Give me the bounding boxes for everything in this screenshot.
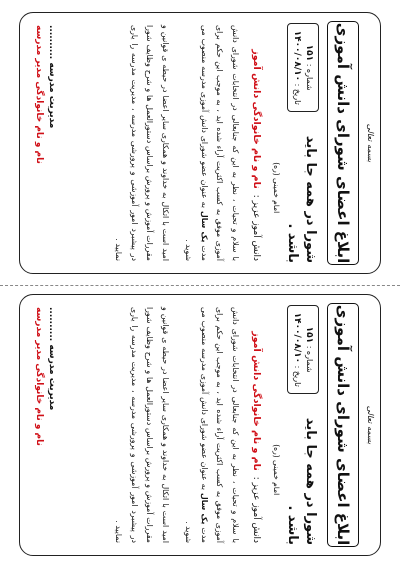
paragraph-1-text: با سلام و تحیات ، نظر به این که جنابعالی در انتخابات شورای دانش آموزی موفق به کسب اکثریت آراء شده اید ، به موجب این حکم برای مدت [200,307,240,543]
paragraph-2: امید است با اتکال به خداوند و همکاری سایر اعضا در حیطه ی قوانین و مقررات آموزش و پرورش براساس دستورالعمل ها و شرح وظایف شورا در پیشبرد امور آموزشی و پرورشی مدرسه ، مدیریت مدرسه را یاری نمایید . [114,25,170,261]
paragraph-1-text-end: به عنوان عضو شورای دانش آموزی مدرسه منصوب می شوید . [184,307,209,543]
number-label: شماره : [305,345,314,373]
letter-title: ابلاغ اعضای شورای دانش آموزی [327,21,359,265]
paragraph-1-text-end: به عنوان عضو شورای دانش آموزی مدرسه منصوب می شوید . [184,25,209,261]
student-name: نام و نام خانوادگی دانش آموز [251,331,262,471]
motto-author: امام خمینی (ره) [272,444,281,496]
number-value: ۱۵۱ [304,326,314,344]
number-value: ۱۵۱ [304,44,314,62]
date-label: تاریخ : [293,365,302,387]
manager-name: نام و نام خانوادگی مدیر مدرسه [34,307,44,446]
letter-card-frame [19,294,381,556]
letter-card-frame [19,12,381,274]
addressee [251,25,262,261]
date-value: ۱۴۰۰/۰۸/۱۰ [292,312,302,364]
term-duration: یک سال [200,492,209,525]
date-value: ۱۴۰۰/۰۸/۱۰ [292,30,302,82]
motto-block [272,112,319,263]
paragraph-1 [181,307,243,543]
greeting: دانش آموز عزیز : [251,194,262,261]
letter-card-top [19,12,381,274]
number-label: شماره : [305,63,314,91]
fold-line [0,285,400,286]
signature-block [34,307,57,446]
motto: شورا در همه جا باید باشد . [285,417,318,545]
letter-card-bottom [19,294,381,556]
student-name: نام و نام خانوادگی دانش آموز [251,49,262,189]
reference-box [287,23,319,112]
motto: شورا در همه جا باید باشد . [285,135,318,263]
manager-title: مدیریت مدرسه .......... [47,25,57,129]
basmala: بسمه تعالی [366,405,375,445]
date-label: تاریخ : [293,83,302,105]
paragraph-1-text: با سلام و تحیات ، نظر به این که جنابعالی در انتخابات شورای دانش آموزی موفق به کسب اکثریت آراء شده اید ، به موجب این حکم برای مدت [200,25,240,261]
paragraph-1 [181,25,243,261]
manager-name: نام و نام خانوادگی مدیر مدرسه [34,25,44,164]
motto-block [272,394,319,545]
reference-box [287,305,319,394]
basmala: بسمه تعالی [366,123,375,163]
letter-title: ابلاغ اعضای شورای دانش آموزی [327,303,359,547]
addressee [251,307,262,543]
term-duration: یک سال [200,210,209,243]
motto-author: امام خمینی (ره) [272,162,281,214]
manager-title: مدیریت مدرسه .......... [47,307,57,411]
greeting: دانش آموز عزیز : [251,476,262,543]
signature-block [34,25,57,164]
paragraph-2: امید است با اتکال به خداوند و همکاری سایر اعضا در حیطه ی قوانین و مقررات آموزش و پرورش براساس دستورالعمل ها و شرح وظایف شورا در پیشبرد امور آموزشی و پرورشی مدرسه ، مدیریت مدرسه را یاری نمایید . [114,307,170,543]
